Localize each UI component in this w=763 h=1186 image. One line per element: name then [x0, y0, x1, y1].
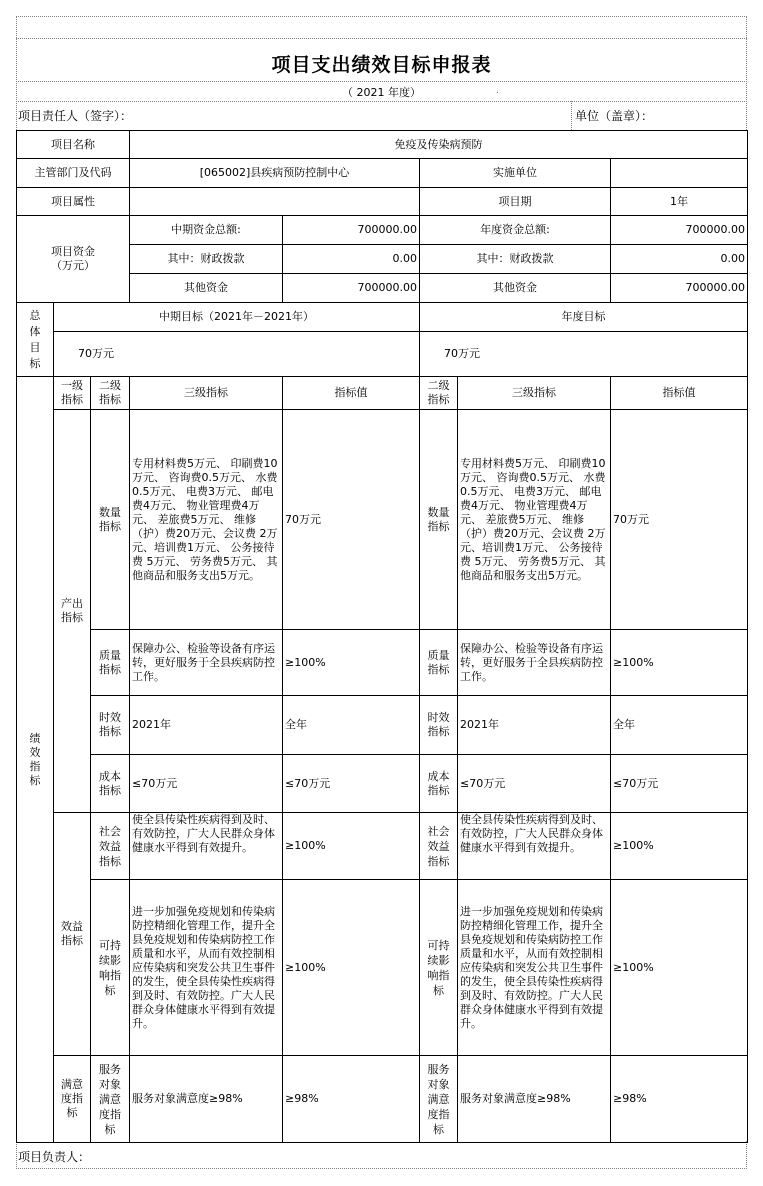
row-value-right: ≤70万元	[611, 755, 748, 813]
row-l2: 质量 指标	[91, 630, 130, 696]
year-line: （ 2021 年度）	[342, 86, 421, 99]
annual-fiscal-label: 其中：财政拨款	[420, 245, 611, 274]
satisfaction-indicator-label: 满意 度指 标	[54, 1056, 91, 1143]
level3-header-right: 三级指标	[458, 377, 611, 410]
annual-fiscal-value: 0.00	[611, 245, 748, 274]
mid-fiscal-label: 其中：财政拨款	[130, 245, 283, 274]
row-l2: 数量 指标	[91, 410, 130, 630]
mid-goal-value: 70万元	[54, 332, 420, 377]
row-value-right: ≥100%	[611, 813, 748, 880]
dept-value: [065002]县疾病预防控制中心	[130, 159, 420, 188]
annual-total-value: 700000.00	[611, 216, 748, 245]
gridline	[16, 16, 747, 17]
row-l3-right: 专用材料费5万元、 印刷费10万元、 咨询费0.5万元、 水费0.5万元、 电费3万元、 邮电费4万元、 物业管理费4万元、 差旅费5万元、 维修（护）费20万元、会议费 2万元、培训费1万元、 公务接待费 5万元、 劳务费5万元、 其他商品和服务支出5万元。	[458, 410, 611, 630]
row-value-right: ≥100%	[611, 880, 748, 1056]
row-l3: 进一步加强免疫规划和传染病防控精细化管理工作，提升全县免疫规划和传染病防控工作质量和水平，从而有效控制相应传染病和突发公共卫生事件的发生，使全县传染性疾病得到及时、有效防控。广大人民群众身体健康水平得到有效提升。	[130, 880, 283, 1056]
gridline	[16, 81, 747, 82]
row-l2-right: 质量 指标	[420, 630, 458, 696]
row-l2-right: 可持 续影 响指 标	[420, 880, 458, 1056]
page-title: 项目支出绩效目标申报表	[271, 54, 492, 76]
output-indicator-label: 产出 指标	[54, 410, 91, 813]
row-l3-right: 服务对象满意度≥98%	[458, 1056, 611, 1143]
level1-header: 一级 指标	[54, 377, 91, 410]
annual-other-label: 其他资金	[420, 274, 611, 303]
row-l3: ≤70万元	[130, 755, 283, 813]
row-l2-right: 时效 指标	[420, 696, 458, 755]
annual-other-value: 700000.00	[611, 274, 748, 303]
project-name-label: 项目名称	[17, 131, 130, 159]
row-l3-right: 进一步加强免疫规划和传染病防控精细化管理工作，提升全县免疫规划和传染病防控工作质量和水平，从而有效控制相应传染病和突发公共卫生事件的发生，使全县传染性疾病得到及时、有效防控。广大人民群众身体健康水平得到有效提升。	[458, 880, 611, 1056]
annual-total-label: 年度资金总额:	[420, 216, 611, 245]
row-l2-right: 社会 效益 指标	[420, 813, 458, 880]
funds-label: 项目资金 （万元）	[17, 216, 130, 303]
row-l2: 服务 对象 满意 度指 标	[91, 1056, 130, 1143]
mid-fiscal-value: 0.00	[283, 245, 420, 274]
row-l2-right: 数量 指标	[420, 410, 458, 630]
mid-total-value: 700000.00	[283, 216, 420, 245]
dot-mark: .	[496, 86, 499, 96]
mid-goal-header: 中期目标（2021年－2021年）	[54, 303, 420, 332]
row-l2: 社会 效益 指标	[91, 813, 130, 880]
attr-value	[130, 188, 420, 216]
level2-header-right: 二级 指标	[420, 377, 458, 410]
level2-header: 二级 指标	[91, 377, 130, 410]
mid-other-value: 700000.00	[283, 274, 420, 303]
row-value: ≥100%	[283, 813, 420, 880]
row-value-right: ≥98%	[611, 1056, 748, 1143]
row-l3: 服务对象满意度≥98%	[130, 1056, 283, 1143]
value-header: 指标值	[283, 377, 420, 410]
row-l2-right: 服务 对象 满意 度指 标	[420, 1056, 458, 1143]
row-value: ≤70万元	[283, 755, 420, 813]
row-l2-right: 成本 指标	[420, 755, 458, 813]
row-l3-right: 保障办公、检验等设备有序运转，更好服务于全县疾病防控工作。	[458, 630, 611, 696]
goals-label: 总 体 目 标	[17, 303, 54, 377]
mid-other-label: 其他资金	[130, 274, 283, 303]
unit-label: 单位（盖章）：	[575, 109, 654, 123]
period-label: 项目期	[420, 188, 611, 216]
row-l2: 可持 续影 响指 标	[91, 880, 130, 1056]
performance-target-table	[16, 130, 748, 1143]
annual-goal-header: 年度目标	[420, 303, 748, 332]
gridline	[571, 101, 572, 130]
row-value: 全年	[283, 696, 420, 755]
impl-unit-value	[611, 159, 748, 188]
row-value: ≥98%	[283, 1056, 420, 1143]
row-l3: 2021年	[130, 696, 283, 755]
row-l2: 成本 指标	[91, 755, 130, 813]
attr-label: 项目属性	[17, 188, 130, 216]
indicators-label: 绩 效 指 标	[17, 377, 54, 1143]
row-l3-right: ≤70万元	[458, 755, 611, 813]
period-value: 1年	[611, 188, 748, 216]
row-value-right: ≥100%	[611, 630, 748, 696]
level3-header: 三级指标	[130, 377, 283, 410]
benefit-indicator-label: 效益 指标	[54, 813, 91, 1056]
row-l3: 保障办公、检验等设备有序运转，更好服务于全县疾病防控工作。	[130, 630, 283, 696]
gridline	[16, 38, 747, 39]
row-l3-right: 使全县传染性疾病得到及时、有效防控，广大人民群众身体健康水平得到有效提升。	[458, 813, 611, 880]
footer-label: 项目负责人：	[18, 1150, 91, 1164]
gridline	[16, 1168, 747, 1169]
annual-goal-value: 70万元	[420, 332, 748, 377]
row-l3: 专用材料费5万元、 印刷费10万元、 咨询费0.5万元、 水费0.5万元、 电费3万元、 邮电费4万元、 物业管理费4万元、 差旅费5万元、 维修（护）费20万元、会议费 2万元、培训费1万元、 公务接待费 5万元、 劳务费5万元、 其他商品和服务支出5万元。	[130, 410, 283, 630]
gridline	[746, 1141, 747, 1169]
row-value-right: 70万元	[611, 410, 748, 630]
mid-total-label: 中期资金总额:	[130, 216, 283, 245]
dept-label: 主管部门及代码	[17, 159, 130, 188]
row-l3-right: 2021年	[458, 696, 611, 755]
gridline	[16, 1141, 17, 1169]
impl-unit-label: 实施单位	[420, 159, 611, 188]
gridline	[16, 101, 747, 102]
row-value: 70万元	[283, 410, 420, 630]
value-header-right: 指标值	[611, 377, 748, 410]
row-value: ≥100%	[283, 880, 420, 1056]
row-value-right: 全年	[611, 696, 748, 755]
row-l3: 使全县传染性疾病得到及时、有效防控，广大人民群众身体健康水平得到有效提升。	[130, 813, 283, 880]
row-value: ≥100%	[283, 630, 420, 696]
project-name-value: 免疫及传染病预防	[130, 131, 748, 159]
row-l2: 时效 指标	[91, 696, 130, 755]
responsible-label: 项目责任人（签字）：	[18, 109, 133, 123]
